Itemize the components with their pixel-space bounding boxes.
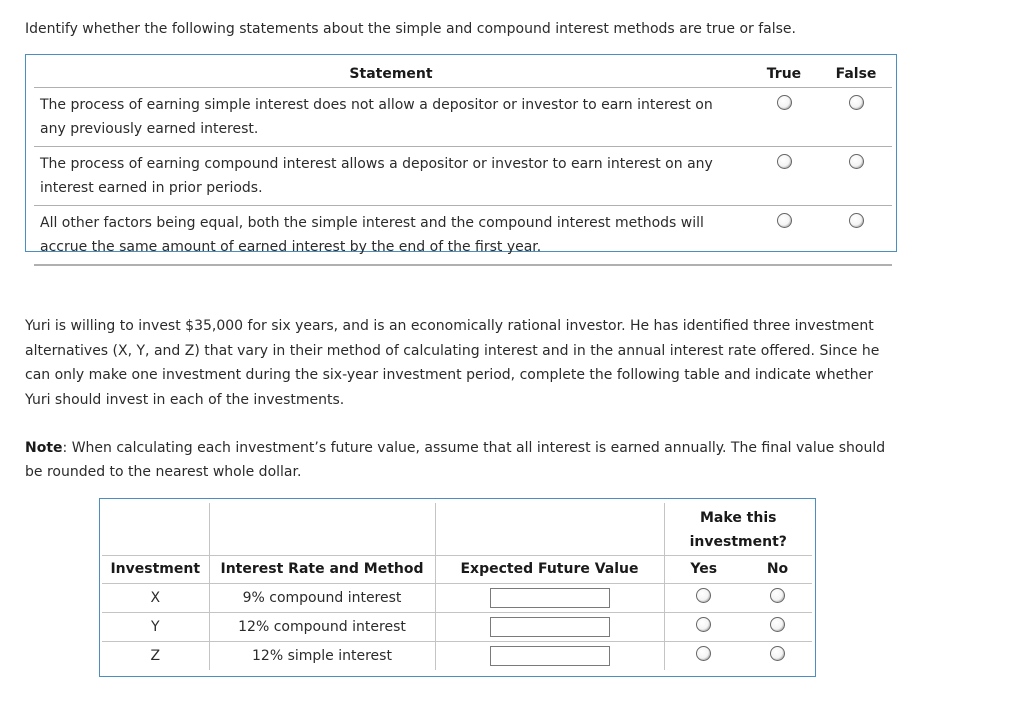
table-row [102,612,812,641]
true-header: True [748,61,820,88]
true-radio[interactable] [777,213,792,228]
investment-id: Y [102,612,209,641]
table-row [102,583,812,612]
future-value-header: Expected Future Value [435,555,664,583]
no-header: No [743,555,812,583]
true-radio[interactable] [777,95,792,110]
rate-method: 12% simple interest [209,641,435,670]
rate-method: 9% compound interest [209,583,435,612]
false-radio[interactable] [849,213,864,228]
table-header-row [102,555,812,583]
false-radio[interactable] [849,154,864,169]
false-header: False [820,61,892,88]
no-radio[interactable] [770,646,785,661]
yes-radio[interactable] [696,588,711,603]
true-radio[interactable] [777,154,792,169]
statement-text: All other factors being equal, both the simple interest and the compound interest methods will accrue the same amount of earned interest by the end of the first year. [34,206,748,266]
scenario-paragraph: Yuri is willing to invest $35,000 for six years, and is an economically rational investor. He has identified three investment alternatives (X, Y, and Z) that vary in their method of calculating interest and in the annual interest rate offered. Since he can only make one investment during the six-year investment period, complete the following table and indicate whether Yuri should invest in each of the investments. [25,318,880,408]
note-paragraph [25,436,895,484]
true-false-table-container [25,54,897,255]
investment-table [102,503,812,670]
future-value-input[interactable] [490,646,610,666]
statement-text: The process of earning compound interest allows a depositor or investor to earn interest on any interest earned in prior periods. [34,147,748,206]
table-row [34,88,892,147]
table-row [34,147,892,206]
investment-table-container [99,498,816,677]
future-value-input[interactable] [490,617,610,637]
make-investment-header: Make this investment? [664,503,812,555]
investment-id: Z [102,641,209,670]
false-radio[interactable] [849,95,864,110]
rate-method-header: Interest Rate and Method [209,555,435,583]
statement-text: The process of earning simple interest does not allow a depositor or investor to earn interest on any previously earned interest. [34,88,748,147]
true-false-table [34,61,892,266]
yes-radio[interactable] [696,646,711,661]
table-header-row [34,61,892,88]
table-row [34,206,892,266]
table-row [102,641,812,670]
investment-id: X [102,583,209,612]
rate-method: 12% compound interest [209,612,435,641]
investment-header: Investment [102,555,209,583]
yes-radio[interactable] [696,617,711,632]
no-radio[interactable] [770,617,785,632]
future-value-input[interactable] [490,588,610,608]
statement-header: Statement [34,61,748,88]
yes-header: Yes [664,555,743,583]
no-radio[interactable] [770,588,785,603]
note-text: : When calculating each investment’s future value, assume that all interest is earned annually. The final value should be rounded to the nearest whole dollar. [25,440,886,480]
instructions-text: Identify whether the following statements about the simple and compound interest methods are true or false. [25,21,796,37]
note-label: Note [25,440,63,456]
